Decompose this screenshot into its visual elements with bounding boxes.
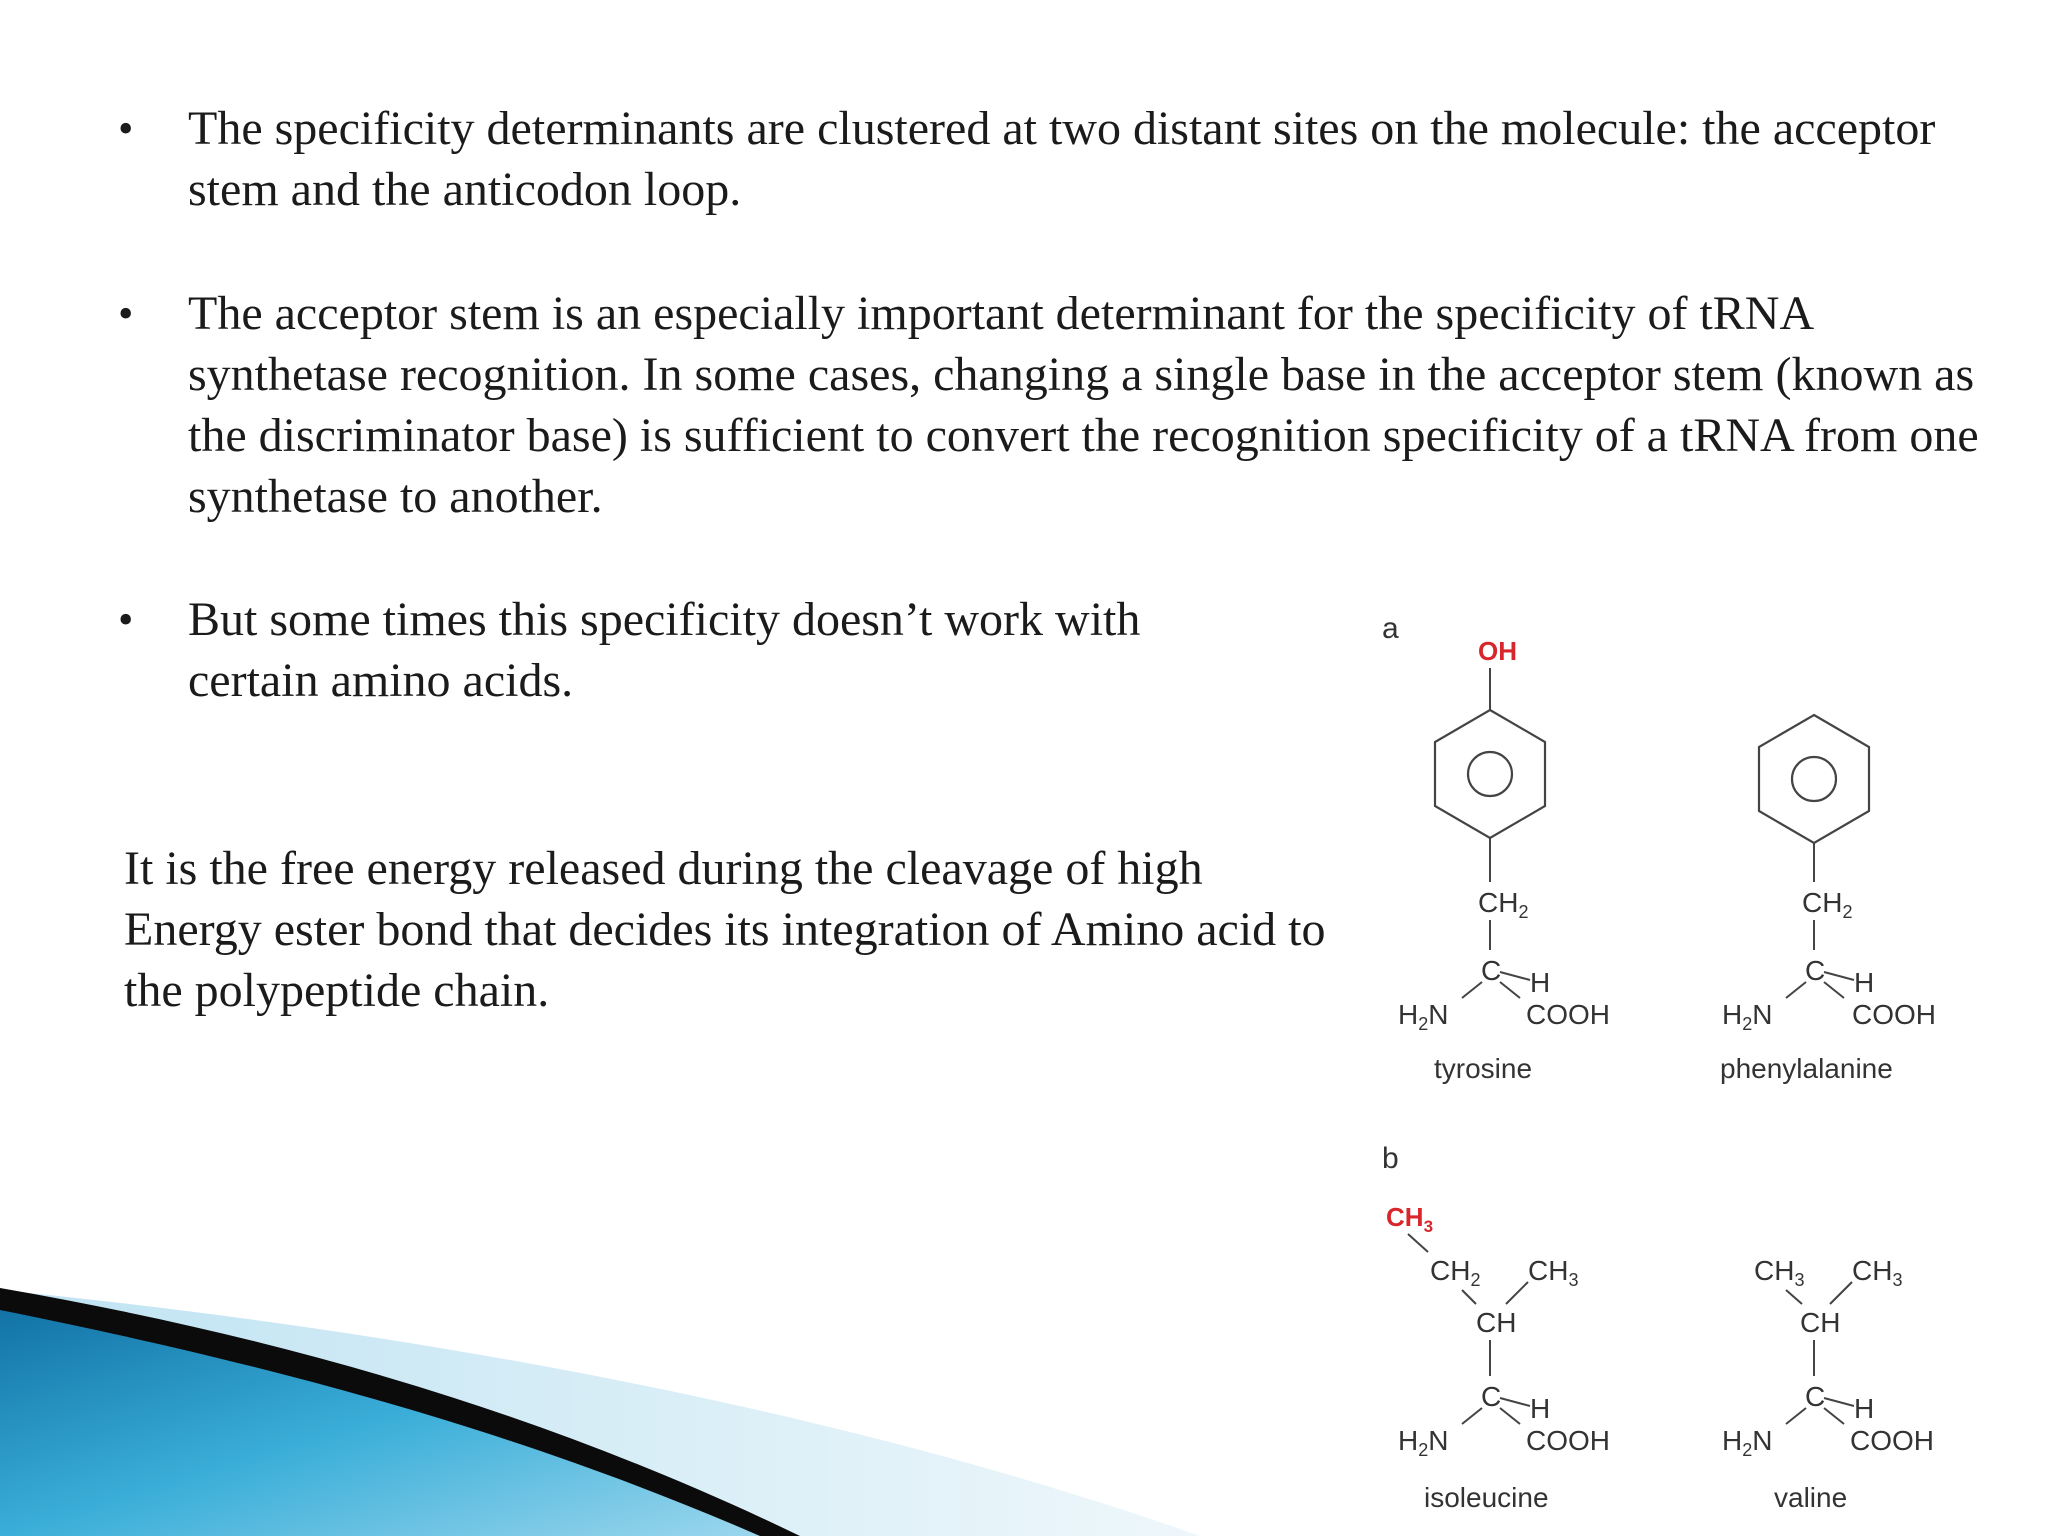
amino-acid-name-isoleucine: isoleucine bbox=[1424, 1482, 1549, 1513]
body-paragraph: It is the free energy released during the cleavage of high Energy ester bond that decides its integration of Amino acid to the polypeptide chain. bbox=[124, 842, 1326, 1017]
bond bbox=[1786, 982, 1806, 998]
ch-label: CH bbox=[1800, 1307, 1841, 1338]
ch2-label: $CH_2$ bbox=[1802, 887, 1853, 922]
alpha-carbon-label: C bbox=[1805, 955, 1826, 986]
bond bbox=[1408, 1234, 1428, 1252]
amine-label: $H_2N$ bbox=[1398, 999, 1449, 1034]
amino-acid-name-tyrosine: tyrosine bbox=[1434, 1053, 1533, 1084]
bond bbox=[1506, 1282, 1528, 1304]
bullet-mark: • bbox=[118, 104, 134, 153]
hydrogen-label: H bbox=[1530, 1393, 1551, 1424]
bullet-item-1 bbox=[118, 98, 2018, 220]
carboxyl-label: COOH bbox=[1526, 999, 1610, 1030]
hydroxyl-label: OH bbox=[1478, 636, 1517, 666]
bullet-item-3 bbox=[118, 589, 1268, 711]
amine-label: $H_2N$ bbox=[1722, 999, 1773, 1034]
bond bbox=[1824, 1398, 1854, 1406]
alpha-carbon-label: C bbox=[1481, 955, 1502, 986]
hydrogen-label: H bbox=[1530, 967, 1551, 998]
bond bbox=[1500, 1408, 1520, 1424]
bullet-mark: • bbox=[118, 289, 134, 338]
alpha-carbon-label: C bbox=[1805, 1381, 1826, 1412]
bullet-text: The acceptor stem is an especially important determinant for the specificity of tRNA synthetase recognition. In some cases, changing a single base in the acceptor stem (known as the discriminator base) is sufficient to convert the recognition specificity of a tRNA from one synthetase to another. bbox=[188, 287, 1979, 523]
benzene-ring-tyrosine bbox=[1435, 710, 1545, 838]
bullet-text: But some times this specificity doesn’t work with certain amino acids. bbox=[188, 593, 1141, 707]
panel-a-label: a bbox=[1382, 612, 1399, 645]
bond bbox=[1824, 982, 1844, 998]
bullet-text: The specificity determinants are clustered at two distant sites on the molecule: the acceptor stem and the anticodon loop. bbox=[188, 102, 1936, 216]
ch3-label: $CH_3$ bbox=[1528, 1255, 1579, 1290]
bond bbox=[1500, 1398, 1530, 1406]
bullet-mark: • bbox=[118, 595, 134, 644]
aromatic-circle bbox=[1468, 752, 1512, 796]
bond bbox=[1462, 1408, 1482, 1424]
aromatic-circle bbox=[1792, 757, 1836, 801]
panel-b-label: b bbox=[1382, 1142, 1399, 1175]
carboxyl-label: COOH bbox=[1526, 1425, 1610, 1456]
bond bbox=[1786, 1290, 1802, 1304]
bond bbox=[1500, 972, 1530, 980]
carboxyl-label: COOH bbox=[1852, 999, 1936, 1030]
alpha-carbon-label: C bbox=[1481, 1381, 1502, 1412]
bullet-item-2 bbox=[118, 283, 2018, 527]
ch3-label: $CH_3$ bbox=[1852, 1255, 1903, 1290]
amine-label: $H_2N$ bbox=[1398, 1425, 1449, 1460]
ch2-label: $CH_2$ bbox=[1430, 1255, 1481, 1290]
amine-label: $H_2N$ bbox=[1722, 1425, 1773, 1460]
hydrogen-label: H bbox=[1854, 1393, 1875, 1424]
bond bbox=[1462, 982, 1482, 998]
amino-acid-name-phenylalanine: phenylalanine bbox=[1720, 1053, 1893, 1084]
bond bbox=[1824, 1408, 1844, 1424]
ch-label: CH bbox=[1476, 1307, 1517, 1338]
amino-acid-structures bbox=[1362, 610, 2042, 1535]
hydrogen-label: H bbox=[1854, 967, 1875, 998]
benzene-ring-phenylalanine bbox=[1759, 715, 1869, 843]
carboxyl-label: COOH bbox=[1850, 1425, 1934, 1456]
bond bbox=[1462, 1290, 1476, 1304]
methyl-highlight-label: $CH_3$ bbox=[1386, 1202, 1434, 1236]
amino-acid-figure bbox=[1362, 610, 2042, 1535]
ch2-label: $CH_2$ bbox=[1478, 887, 1529, 922]
bond bbox=[1830, 1282, 1852, 1304]
bond bbox=[1786, 1408, 1806, 1424]
bond bbox=[1824, 972, 1854, 980]
ch3-label: $CH_3$ bbox=[1754, 1255, 1805, 1290]
amino-acid-name-valine: valine bbox=[1774, 1482, 1848, 1513]
bond bbox=[1500, 982, 1520, 998]
